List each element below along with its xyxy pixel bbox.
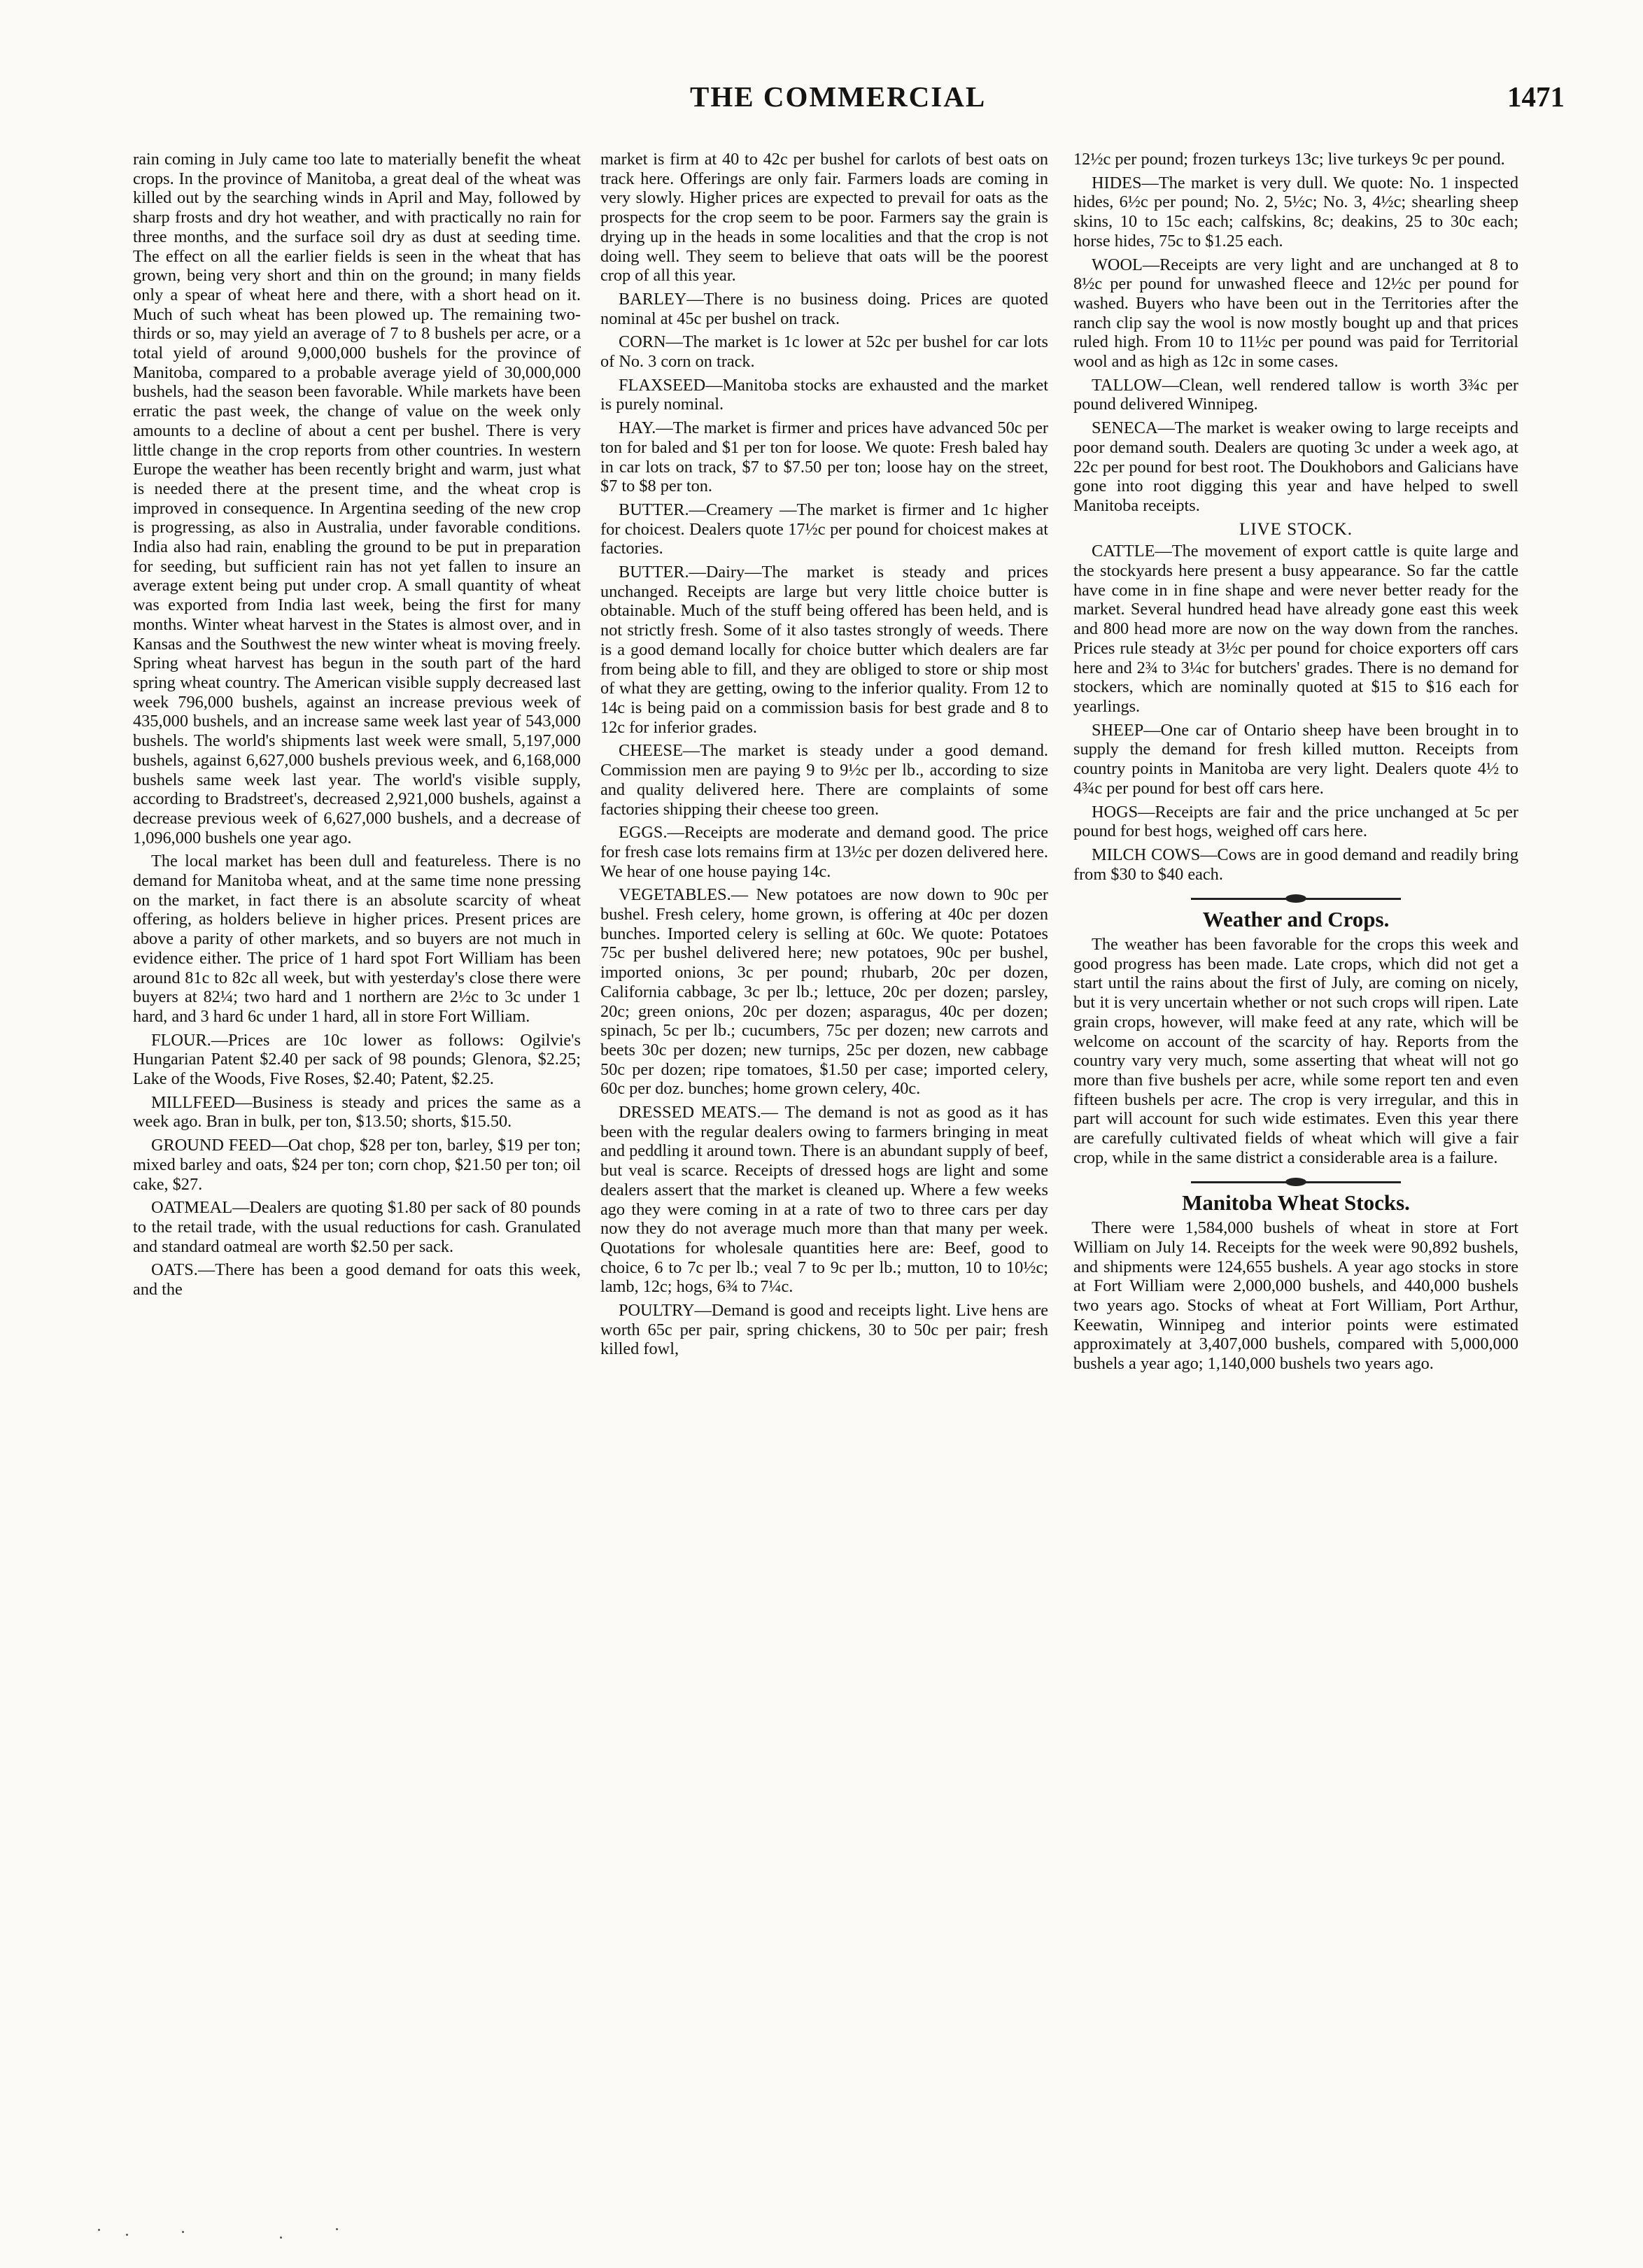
paragraph: The weather has been favorable for the crops this week and good progress has been made. Late crops, which did not get a start until the rains about the first of July, are coming on nicely, but it is very uncertain whether or not such crops will ripen. Late grain crops, however, will make feed at any rate, which will be welcome on account of the scarcity of hay. Reports from the country vary very much, some asserting that wheat will not go more than five bushels per acre, while some report ten and even fifteen bushels per acre. The crop is very irregular, and this in part will account for such wide estimates. Even this year there are carefully cultivated fields of wheat which will give a fair crop, while in the same district a considerable area is a failure.: [1073, 935, 1518, 1167]
paragraph: OATS.—There has been a good demand for oats this week, and the: [133, 1260, 581, 1299]
paragraph: HOGS—Receipts are fair and the price unchanged at 5c per pound for best hogs, weighed off cars here.: [1073, 802, 1518, 841]
paragraph: CORN—The market is 1c lower at 52c per bushel for car lots of No. 3 corn on track.: [600, 332, 1048, 372]
paragraph: OATMEAL—Dealers are quoting $1.80 per sack of 80 pounds to the retail trade, with the usual reductions for cash. Granulated and standard oatmeal are worth $2.50 per sack.: [133, 1198, 581, 1256]
paragraph: CHEESE—The market is steady under a good demand. Commission men are paying 9 to 9½c per lb., according to size and quality delivered here. There are complaints of some factories shipping their cheese too green.: [600, 741, 1048, 819]
paragraph: VEGETABLES.— New potatoes are now down to 90c per bushel. Fresh celery, home grown, is offering at 40c per dozen bunches. Imported celery is selling at 60c. We quote: Potatoes 75c per bushel delivered here; new potatoes, 90c per bushel, imported onions, 3c per pound; rhubarb, 20c per dozen, California cabbage, 3c per lb.; lettuce, 20c per dozen; parsley, 20c; green onions, 20c per dozen; asparagus, 40c per dozen; spinach, 5c per lb.; cucumbers, 75c per dozen; new carrots and beets 30c per dozen; new turnips, 25c per dozen, new cabbage 50c per dozen; ripe tomatoes, $1.50 per case; imported celery, 60c per doz. bunches; home grown celery, 40c.: [600, 885, 1048, 1099]
paragraph: SHEEP—One car of Ontario sheep have been brought in to supply the demand for fresh killed mutton. Receipts from country points in Manitoba are very light. Dealers quote 4½ to 4¾c per pound for best off cars here.: [1073, 720, 1518, 798]
paragraph: HAY.—The market is firmer and prices have advanced 50c per ton for baled and $1 per ton for loose. We quote: Fresh baled hay in car lots on track, $7 to $7.50 per ton; loose hay on the street, $7 to $8 per ton.: [600, 418, 1048, 496]
paragraph: SENECA—The market is weaker owing to large receipts and poor demand south. Dealers are quoting 3c under a week ago, at 22c per pound for best root. The Doukhobors and Galicians have gone into root digging this year and have helped to swell Manitoba receipts.: [1073, 418, 1518, 515]
page-header: [0, 76, 1643, 125]
paragraph: BUTTER.—Dairy—The market is steady and prices unchanged. Receipts are large but very little choice butter is obtainable. Much of the stuff being offered has been held, and is not strictly fresh. Some of it also tastes strongly of weeds. There is a good demand locally for choice butter which dealers are far from being able to fill, and they are obliged to store or ship most of what they are getting, owing to the inferior quality. From 12 to 14c is being paid on a commission basis for best grade and 8 to 12c for inferior grades.: [600, 563, 1048, 737]
paragraph: TALLOW—Clean, well rendered tallow is worth 3¾c per pound delivered Winnipeg.: [1073, 375, 1518, 414]
paragraph: POULTRY—Demand is good and receipts light. Live hens are worth 65c per pair, spring chickens, 30 to 50c per pair; fresh killed fowl,: [600, 1301, 1048, 1359]
page-number: 1471: [1507, 80, 1565, 113]
section-heading-wheat-stocks: Manitoba Wheat Stocks.: [1182, 1190, 1410, 1216]
paragraph: There were 1,584,000 bushels of wheat in store at Fort William on July 14. Receipts for the week were 90,892 bushels, and shipments were 124,655 bushels. A year ago stocks in store at Fort William were 2,000,000 bushels, and 440,000 bushels two years ago. Stocks of wheat at Fort William, Port Arthur, Keewatin, Winnipeg and interior points were estimated approximately at 3,407,000 bushels, compared with 5,000,000 bushels a year ago; 1,140,000 bushels two years ago.: [1073, 1218, 1518, 1374]
column-3: [1073, 150, 1518, 1378]
paragraph: EGGS.—Receipts are moderate and demand good. The price for fresh case lots remains firm at 13½c per dozen delivered here. We hear of one house paying 14c.: [600, 823, 1048, 881]
page-specks: [98, 2225, 378, 2246]
paragraph: CATTLE—The movement of export cattle is quite large and the stockyards here present a busy appearance. So far the cattle have come in in fine shape and were never better ready for the market. Several hundred head have already gone east this week and 800 head more are now on the way down from the ranches. Prices rule steady at 3½c per pound for choice exporters off cars here and 2¾ to 3¼c for butchers' grades. There is no demand for stockers, which are nominally quoted at $15 to $16 each for yearlings.: [1073, 542, 1518, 716]
divider: [1191, 1181, 1401, 1183]
column-2: [600, 150, 1048, 1363]
paragraph: BUTTER.—Creamery —The market is firmer and 1c higher for choicest. Dealers quote 17½c per pound for choicest makes at factories.: [600, 500, 1048, 558]
paragraph: MILLFEED—Business is steady and prices the same as a week ago. Bran in bulk, per ton, $13.50; shorts, $15.50.: [133, 1092, 581, 1132]
section-heading-live-stock: LIVE STOCK.: [1239, 519, 1353, 539]
paragraph: GROUND FEED—Oat chop, $28 per ton, barley, $19 per ton; mixed barley and oats, $24 per ton; corn chop, $21.50 per ton; oil cake, $27.: [133, 1136, 581, 1194]
paragraph: FLOUR.—Prices are 10c lower as follows: Ogilvie's Hungarian Patent $2.40 per sack of 98 pounds; Glenora, $2.25; Lake of the Woods, Five Roses, $2.40; Patent, $2.25.: [133, 1030, 581, 1089]
paragraph: HIDES—The market is very dull. We quote: No. 1 inspected hides, 6½c per pound; No. 2, 5½c; No. 3, 4½c; shearling sheep skins, 10 to 15c each; calfskins, 8c; deakins, 25 to 30c each; horse hides, 75c to $1.25 each.: [1073, 173, 1518, 251]
column-1: [133, 150, 581, 1304]
section-heading-weather: Weather and Crops.: [1202, 907, 1390, 932]
paragraph: DRESSED MEATS.— The demand is not as good as it has been with the regular dealers owing to farmers bringing in meat and peddling it around town. There is an abundant supply of beef, but veal is scarce. Receipts of dressed hogs are light and some dealers assert that the market is cleaned up. Where a few weeks ago they were coming in at a rate of two to three cars per day now they do not average much more than that many per week. Quotations for wholesale quantities here are: Beef, good to choice, 6 to 7c per lb.; veal 7 to 9c per lb.; mutton, 10 to 10½c; lamb, 12c; hogs, 6¾ to 7¼c.: [600, 1103, 1048, 1297]
paragraph: The local market has been dull and featureless. There is no demand for Manitoba wheat, and at the same time none pressing on the market, in fact there is an absolute scarcity of wheat offering, as holders believe in higher prices. Present prices are above a parity of other markets, and so buyers are not much in evidence either. The price of 1 hard spot Fort William has been around 81c to 82c all week, but with yesterday's close there were buyers at 82¼; two hard and 1 northern are 2½c to 3c under 1 hard, and 3 hard 6c under 1 hard, all in store Fort William.: [133, 852, 581, 1026]
paragraph: rain coming in July came too late to materially benefit the wheat crops. In the province of Manitoba, a great deal of the wheat was killed out by the searching winds in April and May, followed by sharp frosts and dry hot weather, and with practically no rain for three months, and the surface soil dry as dust at seeding time. The effect on all the earlier fields is seen in the wheat that has grown, being very short and thin on the ground; in many fields only a spear of wheat here and there, with a short head on it. Much of such wheat has been plowed up. The remaining two-thirds or so, may yield an average of 7 to 8 bushels per acre, or a total yield of around 9,000,000 bushels for the province of Manitoba, compared to a probable average yield of 30,000,000 bushels, had the season been favorable. While markets have been erratic the past week, the change of value on the week only amounts to a decline of about a cent per bushel. There is very little change in the crop reports from other countries. In western Europe the weather has been recently bright and warm, just what is needed there at the present time, and the wheat crop is improved in consequence. In Argentina seeding of the new crop is progressing, as also in Australia, under favorable conditions. India also had rain, enabling the ground to be put in preparation for seeding, but sufficient rain has not yet fallen to insure an average extent being put under crop. A small quantity of wheat was exported from India last week, being the first for many months. Winter wheat harvest in the States is almost over, and in Kansas and the Southwest the new winter wheat is moving freely. Spring wheat harvest has begun in the south part of the hard spring wheat country. The American visible supply decreased last week 796,000 bushels, against an increase previous week of 435,000 bushels, and an increase same week last year of 543,000 bushels. The world's shipments last week were small, 5,197,000 bushels, against 6,627,000 bushels previous week, and 6,168,000 bushels same week last year. The world's visible supply, according to Bradstreet's, decreased 2,921,000 bushels, against a decrease previous week of 6,627,000 bushels, and a decrease of 1,096,000 bushels one year ago.: [133, 150, 581, 847]
paragraph: market is firm at 40 to 42c per bushel for carlots of best oats on track here. Offerings are only fair. Farmers loads are coming in very slowly. Higher prices are expected to prevail for oats as the prospects for the crop seem to be poor. Farmers say the grain is drying up in the heads in some localities and that the crop is not doing well. They seem to believe that oats will be the poorest crop of all this year.: [600, 150, 1048, 286]
paragraph: 12½c per pound; frozen turkeys 13c; live turkeys 9c per pound.: [1073, 150, 1505, 169]
divider: [1191, 898, 1401, 900]
publication-title: THE COMMERCIAL: [690, 80, 987, 113]
paragraph: MILCH COWS—Cows are in good demand and readily bring from $30 to $40 each.: [1073, 845, 1518, 884]
paragraph: FLAXSEED—Manitoba stocks are exhausted and the market is purely nominal.: [600, 375, 1048, 414]
paragraph: WOOL—Receipts are very light and are unchanged at 8 to 8½c per pound for unwashed fleece and 12½c per pound for washed. Buyers who have been out in the Territories after the ranch clip say the wool is now mostly bought up and that prices ruled high. From 10 to 11½c per pound was paid for Territorial wool and as high as 12c in some cases.: [1073, 255, 1518, 372]
paragraph: BARLEY—There is no business doing. Prices are quoted nominal at 45c per bushel on track.: [600, 289, 1048, 328]
